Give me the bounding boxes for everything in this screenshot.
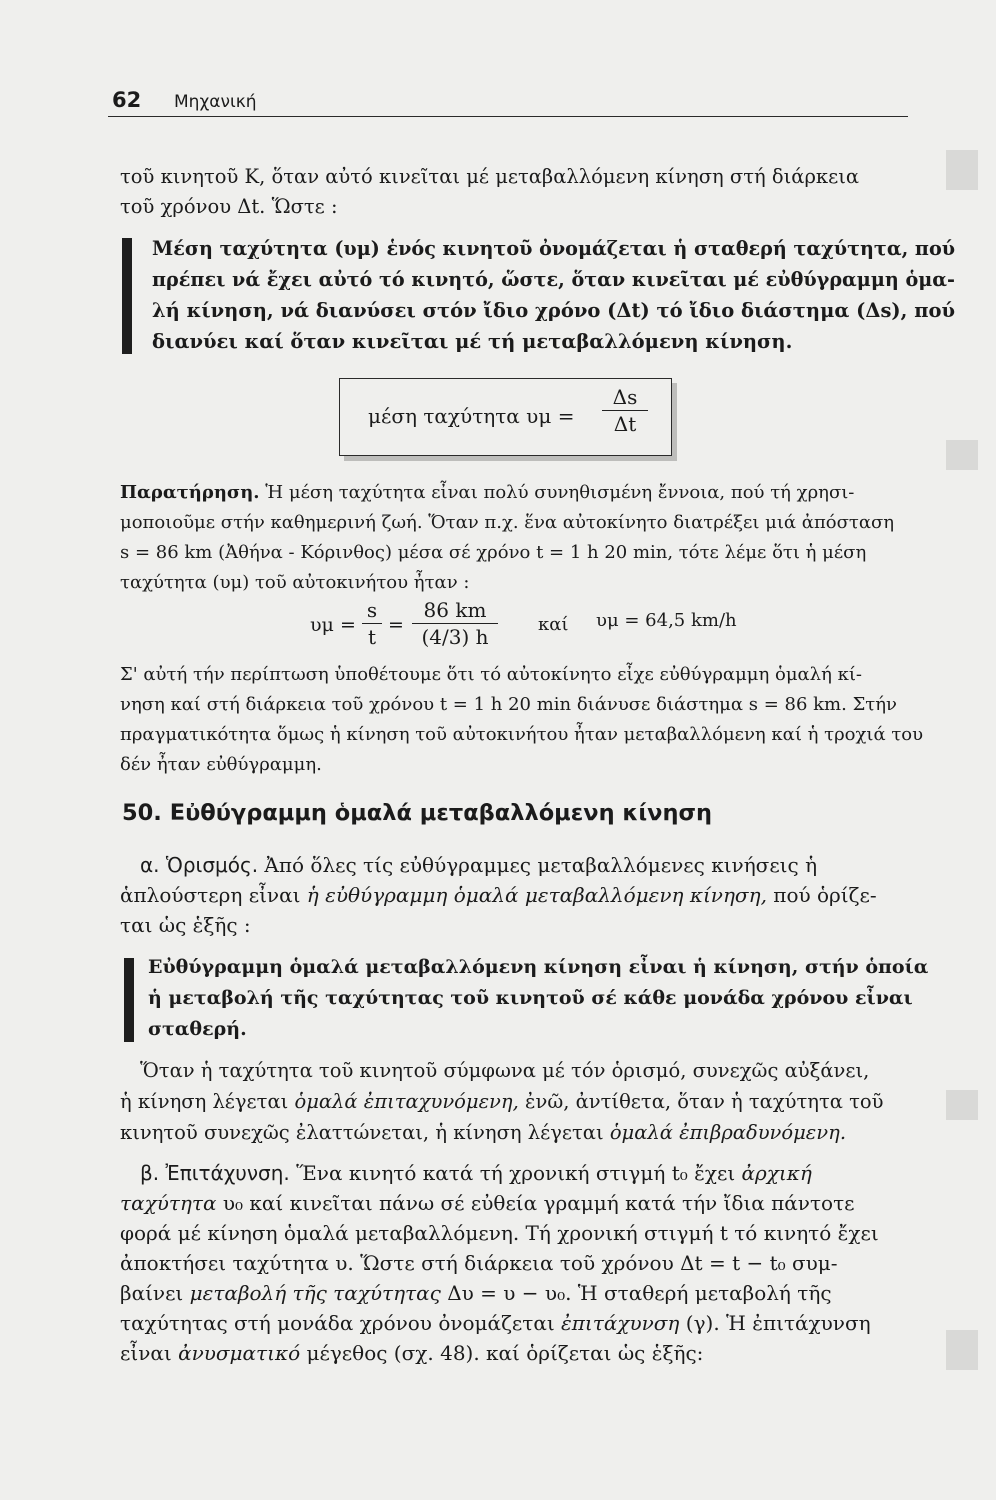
fraction-rule bbox=[602, 410, 648, 411]
eq-frac2-den: (4/3) h bbox=[421, 625, 489, 649]
section-number: 50. bbox=[122, 800, 162, 826]
definition-line: λή κίνηση, νά διανύσει στόν ἴδιο χρόνο (Δt) τό ἴδιο διάστημα (Δs), πού bbox=[152, 299, 955, 322]
remark-text: Ἡ μέση ταχύτητα εἶναι πολύ συνηθισμένη ἔννοια, πού τή χρησι- bbox=[265, 482, 855, 503]
text-run: Ἕνα κινητό κατά τή χρονική στιγμή t₀ ἔχει bbox=[296, 1161, 736, 1185]
italic-term: ὁμαλά ἐπιταχυνόμενη, bbox=[294, 1090, 519, 1113]
eq-fraction-symbolic bbox=[362, 598, 382, 649]
definition-bar bbox=[122, 238, 132, 354]
page-header bbox=[108, 82, 908, 117]
section-title: Εὐθύγραμμη ὁμαλά μεταβαλλόμενη κίνηση bbox=[169, 800, 713, 826]
text-run: ἁπλούστερη εἶναι bbox=[120, 883, 301, 907]
subsection-label: α. Ὁρισμός. bbox=[140, 853, 259, 877]
text-run: ταχύτητας στή μονάδα χρόνου ὀνομάζεται bbox=[120, 1311, 555, 1335]
formula-fraction bbox=[602, 385, 648, 436]
text-run: ἐνῶ, ἀντίθετα, ὅταν ἡ ταχύτητα τοῦ bbox=[525, 1090, 884, 1113]
remark-line: δέν ἦταν εὐθύγραμμη. bbox=[120, 754, 322, 775]
italic-term: ταχύτητα bbox=[120, 1191, 217, 1215]
definition-line: πρέπει νά ἔχει αὐτό τό κινητό, ὥστε, ὅταν κινεῖται μέ εὐθύγραμμη ὁμα- bbox=[152, 268, 955, 291]
eq-frac2-num: 86 km bbox=[423, 598, 487, 622]
eq-equals: = bbox=[388, 614, 404, 636]
remark-line: s = 86 km (Ἀθήνα - Κόρινθος) μέσα σέ χρόνο t = 1 h 20 min, τότε λέμε ὅτι ἡ μέση bbox=[120, 542, 867, 563]
definition-line: Εὐθύγραμμη ὁμαλά μεταβαλλόμενη κίνηση εἶναι ἡ κίνηση, στήν ὁποία bbox=[148, 956, 929, 978]
italic-term: ἀρχική bbox=[741, 1161, 812, 1185]
formula-label: μέση ταχύτητα υμ = bbox=[368, 404, 575, 428]
text-run: Ἀπό ὅλες τίς εὐθύγραμμες μεταβαλλόμενες κινήσεις ἡ bbox=[264, 853, 818, 877]
text-line bbox=[120, 1310, 871, 1336]
text-run: μέγεθος (σχ. 48). καί ὁρίζεται ὡς ἑξῆς: bbox=[306, 1341, 704, 1365]
example-equation bbox=[300, 598, 760, 650]
text-run: βαίνει bbox=[120, 1281, 184, 1305]
remark-line: νηση καί στή διάρκεια τοῦ χρόνου t = 1 h 20 min διάνυσε διάστημα s = 86 km. Στήν bbox=[120, 694, 897, 715]
running-title: Μηχανική bbox=[174, 92, 257, 112]
text-line bbox=[120, 1190, 855, 1216]
italic-term: ὁμαλά ἐπιβραδυνόμενη. bbox=[609, 1121, 847, 1144]
remark-line: μοποιοῦμε στήν καθημερινή ζωή. Ὅταν π.χ. ἕνα αὐτοκίνητο διατρέξει μιά ἀπόσταση bbox=[120, 512, 895, 533]
text-line bbox=[140, 1160, 812, 1186]
remark-line: πραγματικότητα ὅμως ἡ κίνηση τοῦ αὐτοκινήτου ἦταν μεταβαλλόμενη καί ἡ τροχιά του bbox=[120, 724, 924, 745]
definition-line: διανύει καί ὅταν κινεῖται μέ τή μεταβαλλόμενη κίνηση. bbox=[152, 330, 793, 353]
italic-term: μεταβολή τῆς ταχύτητας bbox=[189, 1281, 441, 1305]
text-line bbox=[120, 1340, 703, 1366]
definition-line: Μέση ταχύτητα (υμ) ἑνός κινητοῦ ὀνομάζεται ἡ σταθερή ταχύτητα, πού bbox=[152, 237, 956, 260]
italic-term: ἐπιτάχυνση bbox=[561, 1311, 680, 1335]
text-run: ἡ κίνηση λέγεται bbox=[120, 1090, 289, 1113]
text-line bbox=[120, 1280, 832, 1306]
show-through-mark bbox=[946, 440, 978, 470]
page-number: 62 bbox=[112, 88, 142, 112]
text-run: κινητοῦ συνεχῶς ἐλαττώνεται, ἡ κίνηση λέγεται bbox=[120, 1121, 604, 1144]
text-run: εἶναι bbox=[120, 1341, 172, 1365]
remark-label: Παρατήρηση. bbox=[120, 482, 260, 503]
text-line: τοῦ χρόνου Δt. Ὥστε : bbox=[120, 195, 338, 218]
text-line bbox=[120, 1120, 846, 1146]
show-through-mark bbox=[946, 150, 978, 190]
text-run: (γ). Ἡ ἐπιτάχυνση bbox=[685, 1311, 871, 1335]
eq-connector: καί bbox=[538, 614, 569, 635]
definition-bar bbox=[124, 958, 134, 1042]
remark-line: ταχύτητα (υμ) τοῦ αὐτοκινήτου ἦταν : bbox=[120, 572, 470, 593]
eq-frac1-den: t bbox=[367, 625, 377, 649]
text-line bbox=[120, 882, 877, 908]
remark-line: Σ' αὐτή τήν περίπτωση ὑποθέτουμε ὅτι τό αὐτοκίνητο εἶχε εὐθύγραμμη ὁμαλή κί- bbox=[120, 664, 862, 685]
remark-line bbox=[120, 480, 854, 506]
eq-fraction-numeric bbox=[412, 598, 498, 649]
show-through-mark bbox=[946, 1090, 978, 1120]
definition-line: ἡ μεταβολή τῆς ταχύτητας τοῦ κινητοῦ σέ κάθε μονάδα χρόνου εἶναι bbox=[148, 987, 913, 1009]
text-line: ται ὡς ἑξῆς : bbox=[120, 913, 251, 937]
text-line: ἀποκτήσει ταχύτητα υ. Ὥστε στή διάρκεια τοῦ χρόνου Δt = t − t₀ συμ- bbox=[120, 1251, 838, 1275]
show-through-mark bbox=[946, 1330, 978, 1370]
average-velocity-formula-box bbox=[339, 378, 672, 456]
formula-numerator: Δs bbox=[612, 385, 638, 409]
eq-frac1-num: s bbox=[366, 598, 378, 622]
text-line bbox=[120, 1089, 884, 1115]
text-line: φορά μέ κίνηση ὁμαλά μεταβαλλόμενη. Τή χρονική στιγμή t τό κινητό ἔχει bbox=[120, 1221, 879, 1245]
fraction-rule bbox=[362, 623, 382, 624]
text-run: πού ὁρίζε- bbox=[773, 883, 877, 907]
text-line: τοῦ κινητοῦ Κ, ὅταν αὐτό κινεῖται μέ μεταβαλλόμενη κίνηση στή διάρκεια bbox=[120, 165, 860, 188]
text-run: υ₀ καί κινεῖται πάνω σέ εὐθεία γραμμή κατά τήν ἴδια πάντοτε bbox=[222, 1191, 855, 1215]
italic-term: ἡ εὐθύγραμμη ὁμαλά μεταβαλλόμενη κίνηση, bbox=[306, 883, 767, 907]
subsection-label: β. Ἐπιτάχυνση. bbox=[140, 1161, 290, 1185]
eq-result: υμ = 64,5 km/h bbox=[596, 610, 737, 631]
text-line: Ὅταν ἡ ταχύτητα τοῦ κινητοῦ σύμφωνα μέ τόν ὁρισμό, συνεχῶς αὐξάνει, bbox=[140, 1059, 870, 1082]
text-run: Δυ = υ − υ₀. Ἡ σταθερή μεταβολή τῆς bbox=[447, 1281, 832, 1305]
formula-denominator: Δt bbox=[613, 412, 637, 436]
italic-term: ἀνυσματικό bbox=[178, 1341, 301, 1365]
definition-line: σταθερή. bbox=[148, 1018, 247, 1040]
text-line bbox=[140, 852, 817, 878]
fraction-rule bbox=[412, 623, 498, 624]
section-heading bbox=[122, 800, 712, 826]
eq-lhs: υμ = bbox=[310, 614, 356, 636]
